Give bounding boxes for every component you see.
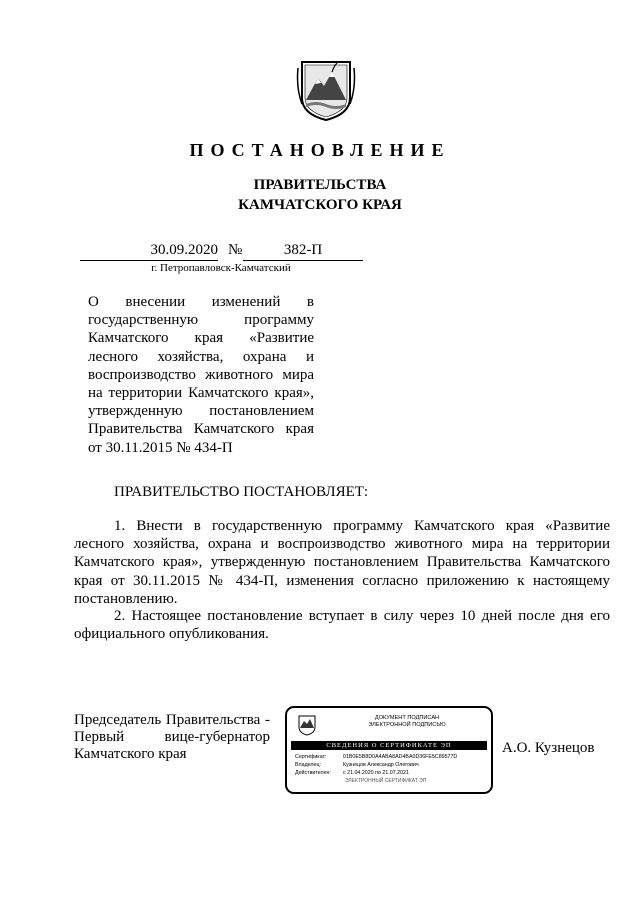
subject-line: О внесении изменений в	[88, 294, 314, 310]
owner-value: Кузнецов Александр Олегович	[343, 762, 419, 768]
paragraph-line: официального опубликования.	[74, 626, 269, 643]
owner-row	[295, 762, 419, 769]
document-type: ПОСТАНОВЛЕНИЕ	[189, 140, 451, 160]
paragraph-2	[74, 607, 610, 643]
paragraph-line: края от 30.11.2015 № 434-П, изменения согласно приложению к настоящему	[74, 572, 610, 589]
document-subject	[88, 293, 314, 457]
paragraph-line: Камчатского края», утвержденную постановлением Правительства Камчатского	[74, 554, 610, 571]
paragraph-line: постановлению.	[74, 590, 178, 607]
paragraph-1	[74, 517, 610, 608]
stamp-header-line: ДОКУМЕНТ ПОДПИСАН	[374, 715, 440, 721]
subject-line: воспроизводство животного мира	[88, 366, 314, 383]
subject-line: на территории Камчатского края»,	[88, 385, 314, 402]
paragraph-line: 1. Внести в государственную программу Камчатского края «Развитие	[114, 518, 610, 534]
subject-line: государственную программу	[88, 312, 314, 329]
issuer-line: КАМЧАТСКОГО КРАЯ	[238, 197, 402, 213]
electronic-signature-stamp	[285, 706, 493, 794]
stamp-header	[327, 715, 487, 729]
subject-line: Правительства Камчатского края	[88, 421, 314, 438]
issuer	[0, 175, 640, 215]
decree-heading: ПРАВИТЕЛЬСТВО ПОСТАНОВЛЯЕТ:	[114, 484, 369, 500]
signatory-title-line: Камчатского края	[74, 746, 187, 762]
subject-line: Камчатского края «Развитие	[88, 330, 314, 347]
subject-line: от 30.11.2015 № 434-П	[88, 439, 233, 456]
document-number: 382-П	[243, 242, 363, 261]
paragraph-line: 2. Настоящее постановление вступает в силу через 10 дней после дня его	[114, 608, 610, 624]
issuer-line: ПРАВИТЕЛЬСТВА	[253, 177, 387, 193]
signatory-title-line: Председатель Правительства -	[74, 712, 270, 728]
stamp-emblem-icon	[297, 714, 317, 736]
stamp-footer: ЭЛЕКТРОННЫЙ СЕРТИФИКАТ ЭП	[345, 778, 427, 784]
signatory-title-line: Первый вице-губернатор	[74, 729, 270, 745]
subject-line: утвержденную постановлением	[88, 403, 314, 420]
owner-label: Владелец:	[295, 762, 321, 768]
validity-row	[295, 770, 409, 777]
validity-value: с 21.04.2020 по 21.07.2021	[343, 770, 409, 776]
signatory-title	[74, 712, 270, 763]
number-sign: №	[228, 242, 243, 258]
stamp-header-line: ЭЛЕКТРОННОЙ ПОДПИСЬЮ	[368, 722, 446, 728]
validity-label: Действителен:	[295, 770, 331, 776]
certificate-row	[295, 754, 457, 761]
signatory-name: А.О. Кузнецов	[502, 740, 595, 756]
city: г. Петропавловск-Камчатский	[151, 262, 291, 274]
kamchatka-emblem-icon	[296, 58, 356, 122]
paragraph-line: лесного хозяйства, охрана и воспроизводство животного мира на территории	[74, 536, 610, 553]
certificate-value: 01B0E5B8D0A4ABA8AD4BA0D36FE5C89577D	[343, 754, 458, 760]
certificate-label: Сертификат:	[295, 754, 327, 760]
stamp-band: СВЕДЕНИЯ О СЕРТИФИКАТЕ ЭП	[291, 741, 487, 750]
subject-line: лесного хозяйства, охрана и	[88, 348, 314, 365]
document-date: 30.09.2020	[80, 242, 218, 261]
